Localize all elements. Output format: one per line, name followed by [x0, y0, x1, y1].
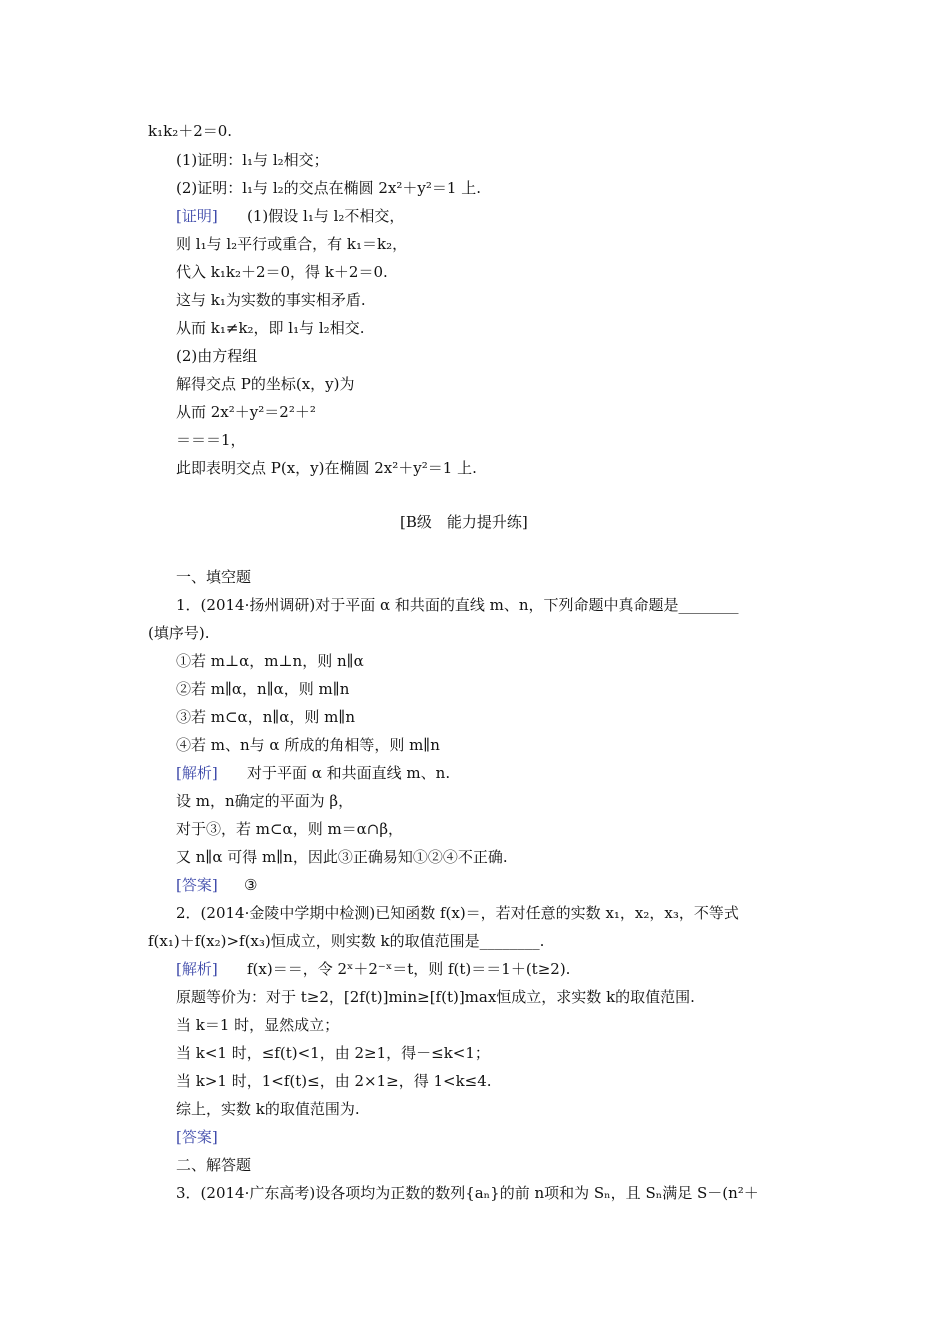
- option-line: ①若 m⊥α，m⊥n，则 n∥α: [176, 652, 364, 670]
- option-line: ④若 m、n与 α 所成的角相等，则 m∥n: [176, 736, 440, 754]
- section-title: 一、填空题: [176, 568, 252, 586]
- text-line: (2)证明：l₁与 l₂的交点在椭圆 2x²＋y²＝1 上.: [176, 179, 481, 197]
- question-3: 3．(2014·广东高考)设各项均为正数的数列{aₙ}的前 n项和为 Sₙ，且 Sₙ满足 S－(n²＋: [176, 1184, 759, 1202]
- text-line: 原题等价为：对于 t≥2，[2f(t)]min≥[f(t)]max恒成立，求实数 k的取值范围.: [176, 988, 695, 1006]
- text-line: 当 k>1 时，1<f(t)≤，由 2×1≥，得 1<k≤4.: [176, 1072, 492, 1090]
- text-line: (1)假设 l₁与 l₂不相交，: [247, 207, 405, 225]
- text-line: 设 m，n确定的平面为 β，: [176, 792, 354, 810]
- text-line: (2)由方程组: [176, 347, 258, 365]
- text-line: 从而 k₁≠k₂，即 l₁与 l₂相交.: [176, 319, 365, 337]
- text-line: 代入 k₁k₂＋2＝0，得 k＋2＝0.: [176, 263, 388, 281]
- text-line: 又 n∥α 可得 m∥n，因此③正确易知①②④不正确.: [176, 848, 508, 866]
- text-line: 此即表明交点 P(x，y)在椭圆 2x²＋y²＝1 上.: [176, 459, 477, 477]
- text-line: 则 l₁与 l₂平行或重合，有 k₁＝k₂，: [176, 235, 408, 253]
- option-line: ②若 m∥α，n∥α，则 m∥n: [176, 680, 350, 698]
- question-1: 1．(2014·扬州调研)对于平面 α 和共面的直线 m、n，下列命题中真命题是________: [176, 596, 739, 614]
- text-line: ＝＝＝1，: [176, 431, 246, 449]
- text-line: f(x)＝＝，令 2ˣ＋2⁻ˣ＝t，则 f(t)＝＝1＋(t≥2).: [247, 960, 571, 978]
- answer-tag: [答案]: [176, 1128, 218, 1146]
- text-line: 对于③，若 m⊂α，则 m＝α∩β，: [176, 820, 404, 838]
- answer-tag: [答案]: [176, 876, 218, 894]
- question-2: 2．(2014·金陵中学期中检测)已知函数 f(x)＝，若对任意的实数 x₁，x₂，x₃，不等式: [176, 904, 739, 922]
- text-line: k₁k₂＋2＝0.: [148, 122, 233, 140]
- answer-text: ③: [244, 876, 258, 894]
- proof-tag: [证明]: [176, 207, 218, 225]
- text-line: (填序号).: [148, 624, 210, 642]
- text-line: 解得交点 P的坐标(x，y)为: [176, 375, 355, 393]
- analysis-tag: [解析]: [176, 960, 218, 978]
- text-line: 综上，实数 k的取值范围为.: [176, 1100, 360, 1118]
- text-line: 从而 2x²＋y²＝2²＋²: [176, 403, 316, 421]
- text-line: f(x₁)＋f(x₂)>f(x₃)恒成立，则实数 k的取值范围是________.: [148, 932, 545, 950]
- analysis-tag: [解析]: [176, 764, 218, 782]
- text-line: (1)证明：l₁与 l₂相交；: [176, 151, 329, 169]
- text-line: 当 k＝1 时，显然成立；: [176, 1016, 340, 1034]
- section-heading: [B级 能力提升练]: [400, 513, 528, 531]
- text-line: 这与 k₁为实数的事实相矛盾.: [176, 291, 366, 309]
- option-line: ③若 m⊂α，n∥α，则 m∥n: [176, 708, 355, 726]
- section-title: 二、解答题: [176, 1156, 252, 1174]
- text-line: 对于平面 α 和共面直线 m、n.: [247, 764, 451, 782]
- text-line: 当 k<1 时，≤f(t)<1，由 2≥1，得－≤k<1；: [176, 1044, 490, 1062]
